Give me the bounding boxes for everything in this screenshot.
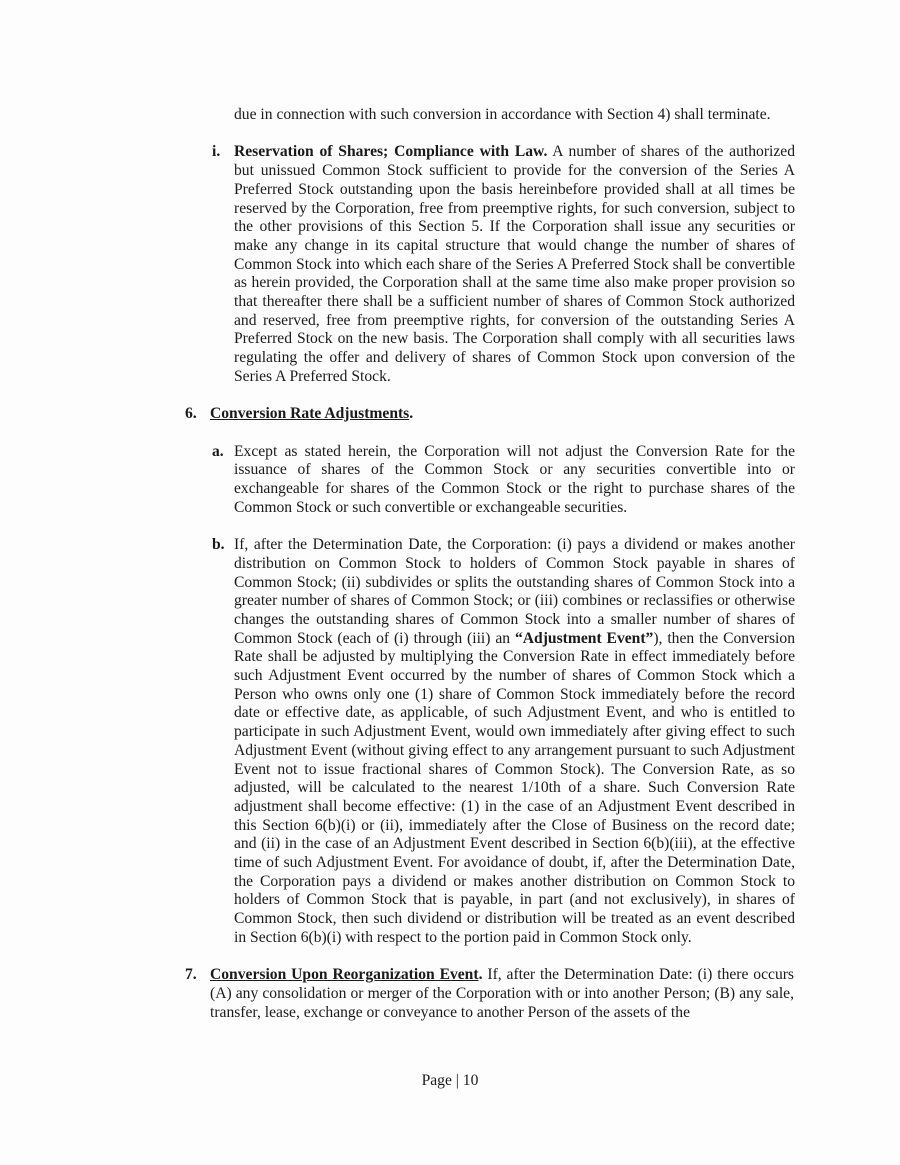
section-heading-text: Conversion Rate Adjustments.: [210, 405, 414, 423]
section-7-paragraph: [0, 966, 900, 1022]
clause-b: [0, 536, 900, 947]
section-marker: 6.: [185, 405, 197, 423]
clause-marker: [212, 106, 234, 125]
clause-text: If, after the Determination Date, the Corporation: (i) pays a dividend or makes another distribution on Common Stock to holders of Common Stock payable in shares of Common Stock; (ii) subdivides or splits the outstanding shares of Common Stock into a greater number of shares of Common Stock; or (iii) combines or reclassifies or otherwise changes the outstanding shares of Common Stock into a smaller number of shares of Common Stock (each of (i) through (iii) an “Adjustment Event”), then the Conversion Rate shall be adjusted by multiplying the Conversion Rate in effect immediately before such Adjustment Event occurred by the number of shares of Common Stock which a Person who owns only one (1) share of Common Stock immediately before the record date or effective date, as applicable, of such Adjustment Event, and who is entitled to participate in such Adjustment Event, would own immediately after giving effect to such Adjustment Event (without giving effect to any arrangement pursuant to such Adjustment Event not to issue fractional shares of Common Stock). The Conversion Rate, as so adjusted, will be calculated to the nearest 1/10th of a share. Such Conversion Rate adjustment shall become effective: (1) in the case of an Adjustment Event described in this Section 6(b)(i) or (ii), immediately after the Close of Business on the record date; and (ii) in the case of an Adjustment Event described in Section 6(b)(iii), at the effective time of such Adjustment Event. For avoidance of doubt, if, after the Determination Date, the Corporation pays a dividend or makes another distribution on Common Stock to holders of Common Stock that is payable, in part (and not exclusively), in shares of Common Stock, then such dividend or distribution will be treated as an event described in Section 6(b)(i) with respect to the portion paid in Common Stock only.: [234, 536, 795, 946]
clause-text: Except as stated herein, the Corporation will not adjust the Conversion Rate for the issuance of shares of the Common Stock or any securities convertible into or exchangeable for shares of the Common Stock or the right to purchase shares of the Common Stock or such convertible or exchangeable securities.: [234, 442, 795, 516]
clause-marker: i.: [212, 143, 221, 161]
page-footer: Page | 10: [421, 1072, 479, 1089]
clause-i: [0, 143, 900, 386]
section-marker: 7.: [185, 966, 197, 984]
clause-text: Conversion Upon Reorganization Event. If, after the Determination Date: (i) there occurs (A) any consolidation or merger of the Corporation with or into another Person; (B) any sale, transfer, lease, exchange or conveyance to another Person of the assets of the: [210, 966, 795, 1021]
section-6-heading: [0, 405, 900, 424]
clause-text: due in connection with such conversion in accordance with Section 4) shall terminate.: [234, 106, 771, 123]
clause-a: [0, 443, 900, 518]
clause-marker: a.: [212, 442, 224, 460]
clause-marker: b.: [212, 536, 225, 554]
clause-text: Reservation of Shares; Compliance with Law. A number of shares of the authorized but unissued Common Stock sufficient to provide for the conversion of the Series A Preferred Stock outstanding upon the basis hereinbefore provided shall at all times be reserved by the Corporation, free from preemptive rights, for such conversion, subject to the other provisions of this Section 5. If the Corporation shall issue any securities or make any change in its capital structure that would change the number of shares of Common Stock into which each share of the Series A Preferred Stock shall be convertible as herein provided, the Corporation shall at the same time also make proper provision so that thereafter there shall be a sufficient number of shares of Common Stock authorized and reserved, free from preemptive rights, for conversion of the outstanding Series A Preferred Stock on the new basis. The Corporation shall comply with all securities laws regulating the offer and delivery of shares of Common Stock upon conversion of the Series A Preferred Stock.: [234, 143, 795, 385]
continuation-paragraph: [0, 106, 900, 125]
